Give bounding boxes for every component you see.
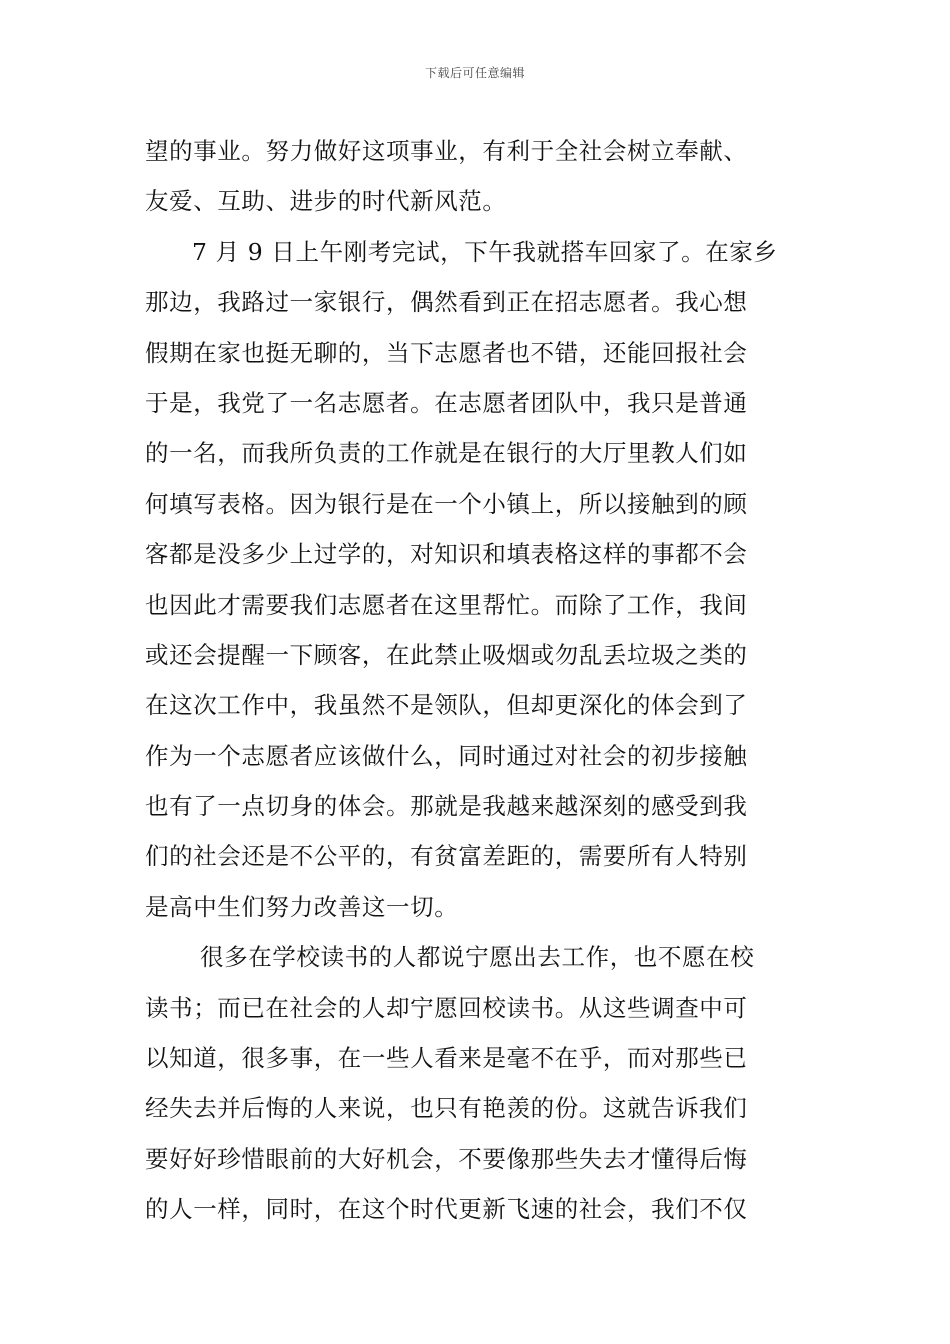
text-line: 是高中生们努力改善这一切。 <box>145 892 459 921</box>
page-header: 下载后可任意编辑 <box>424 66 525 80</box>
text-line: 的人一样，同时，在这个时代更新飞速的社会，我们不仅 <box>145 1195 748 1224</box>
text-line: 们的社会还是不公平的，有贫富差距的，需要所有人特别 <box>145 842 748 871</box>
text-line: 也因此才需要我们志愿者在这里帮忙。而除了工作，我间 <box>145 590 748 619</box>
text-line: 经失去并后悔的人来说，也只有艳羡的份。这就告诉我们 <box>145 1094 748 1123</box>
text-line: 或还会提醒一下顾客，在此禁止吸烟或勿乱丢垃圾之类的 <box>145 640 748 669</box>
paragraph-2 <box>145 227 810 932</box>
text-line: 于是，我党了一名志愿者。在志愿者团队中，我只是普通 <box>145 388 748 417</box>
text-line: 作为一个志愿者应该做什么，同时通过对社会的初步接触 <box>145 741 748 770</box>
paragraph-1 <box>145 126 810 227</box>
text-line: 要好好珍惜眼前的大好机会，不要像那些失去才懂得后悔 <box>145 1144 748 1173</box>
text-line: 也有了一点切身的体会。那就是我越来越深刻的感受到我 <box>145 792 748 821</box>
text-line: 在这次工作中，我虽然不是领队，但却更深化的体会到了 <box>145 691 748 720</box>
text-line: 以知道，很多事，在一些人看来是毫不在乎，而对那些已 <box>145 1044 748 1073</box>
text-line: 的一名，而我所负责的工作就是在银行的大厅里教人们如 <box>145 439 748 468</box>
document-body <box>145 126 810 1235</box>
text-line: 那边，我路过一家银行，偶然看到正在招志愿者。我心想 <box>145 288 748 317</box>
text-line: 很多在学校读书的人都说宁愿出去工作，也不愿在校 <box>200 943 755 972</box>
text-line: 客都是没多少上过学的，对知识和填表格这样的事都不会 <box>145 540 748 569</box>
text-line: 望的事业。努力做好这项事业，有利于全社会树立奉献、 <box>145 137 748 165</box>
text-line: 友爱、互助、进步的时代新风范。 <box>145 187 507 216</box>
text-line: 何填写表格。因为银行是在一个小镇上，所以接触到的顾 <box>145 489 748 518</box>
paragraph-3 <box>145 932 810 1234</box>
text-line: 假期在家也挺无聊的，当下志愿者也不错，还能回报社会 <box>145 338 748 367</box>
text-line: 读书；而已在社会的人却宁愿回校读书。从这些调查中可 <box>145 993 748 1022</box>
text-line: 7 月 9 日上午刚考完试，下午我就搭车回家了。在家乡 <box>192 237 778 266</box>
